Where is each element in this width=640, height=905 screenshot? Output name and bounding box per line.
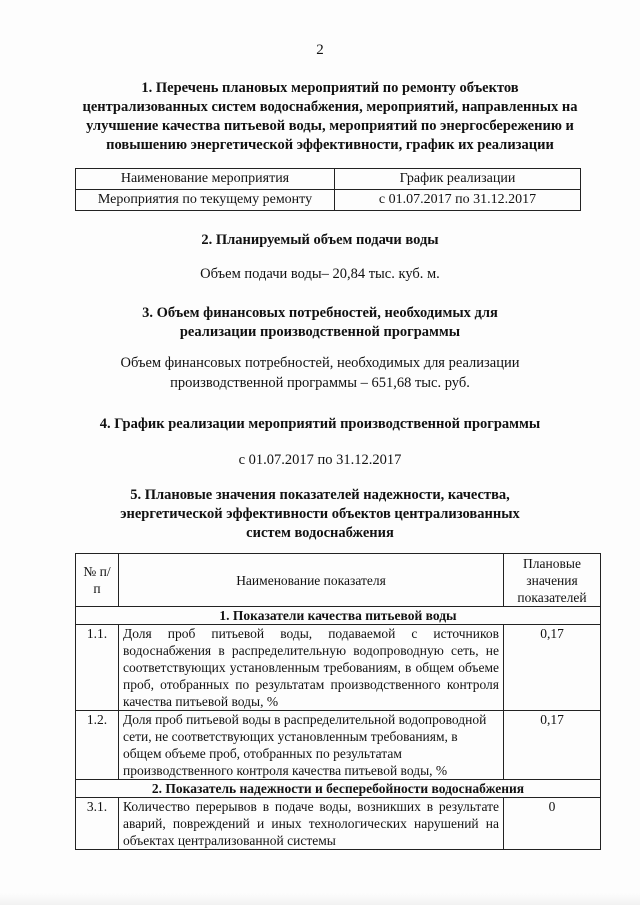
group-row	[76, 607, 601, 625]
num-header: № п/п	[76, 554, 119, 607]
table-row	[76, 190, 581, 211]
section5-title-line: систем водоснабжения	[246, 525, 394, 541]
section5-title-line: энергетической эффективности объектов централизованных	[120, 506, 520, 522]
table-header-cell: График реализации	[335, 169, 581, 190]
financial-needs-line: Объем финансовых потребностей, необходимых для реализации	[120, 355, 520, 371]
section2-title: 2. Планируемый объем подачи воды	[201, 232, 439, 248]
section4-title: 4. График реализации мероприятий производственной программы	[99, 416, 541, 432]
group-header-quality: 1. Показатели качества питьевой воды	[76, 607, 601, 625]
row-number: 3.1.	[76, 798, 119, 850]
schedule-period-text: с 01.07.2017 по 31.12.2017	[238, 452, 402, 468]
financial-needs-line: производственной программы – 651,68 тыс. руб.	[170, 375, 470, 391]
section3-title-line: 3. Объем финансовых потребностей, необходимых для	[142, 305, 498, 321]
value-header-line: Плановые	[523, 555, 581, 571]
water-volume-text: Объем подачи воды– 20,84 тыс. куб. м.	[200, 266, 440, 282]
indicator-value: 0,17	[504, 711, 601, 780]
section5-title	[70, 486, 570, 543]
section1-title	[60, 79, 600, 155]
section1-title-line: улучшение качества питьевой воды, мероприятий по энергосбережению и	[86, 118, 574, 134]
indicator-name: Доля проб питьевой воды, подаваемой с источников водоснабжения в распределительную водопроводную сеть, не соответствующих установленным требованиям, в общем объеме проб, отобранных по результатам производственного контроля качества питьевой воды, %	[119, 625, 504, 711]
row-number: 1.1.	[76, 625, 119, 711]
name-header: Наименование показателя	[119, 554, 504, 607]
section5-title-line: 5. Плановые значения показателей надежности, качества,	[130, 487, 510, 503]
group-header-reliability: 2. Показатель надежности и бесперебойности водоснабжения	[76, 780, 601, 798]
table-cell: Мероприятия по текущему ремонту	[76, 190, 335, 211]
table-row	[76, 711, 601, 780]
indicator-value: 0	[504, 798, 601, 850]
indicators-table	[75, 553, 601, 850]
activities-table	[75, 168, 581, 211]
page-number: 2	[316, 42, 324, 58]
indicator-name: Количество перерывов в подаче воды, возникших в результате аварий, повреждений и иных технологических нарушений на объектах централизованной системы	[119, 798, 504, 850]
indicator-name: Доля проб питьевой воды в распределительной водопроводной сети, не соответствующих установленным требованиям, в общем объеме проб, отобранных по результатам производственного контроля качества питьевой воды, %	[119, 711, 504, 780]
value-header-line: значения	[526, 572, 578, 588]
financial-needs-text	[80, 353, 560, 393]
table-header-row	[76, 169, 581, 190]
value-header	[504, 554, 601, 607]
section1-title-line: 1. Перечень плановых мероприятий по ремонту объектов	[141, 80, 519, 96]
group-row	[76, 780, 601, 798]
table-row	[76, 625, 601, 711]
section3-title-line: реализации производственной программы	[179, 324, 461, 340]
table-header-row	[76, 554, 601, 607]
page-bottom-edge	[0, 893, 640, 905]
table-row	[76, 798, 601, 850]
value-header-line: показателей	[517, 589, 587, 605]
section1-title-line: централизованных систем водоснабжения, мероприятий, направленных на	[82, 99, 578, 115]
table-header-cell: Наименование мероприятия	[76, 169, 335, 190]
table-cell: с 01.07.2017 по 31.12.2017	[335, 190, 581, 211]
row-number: 1.2.	[76, 711, 119, 780]
section1-title-line: повышению энергетической эффективности, график их реализации	[106, 137, 554, 153]
section3-title	[100, 304, 540, 342]
indicator-value: 0,17	[504, 625, 601, 711]
